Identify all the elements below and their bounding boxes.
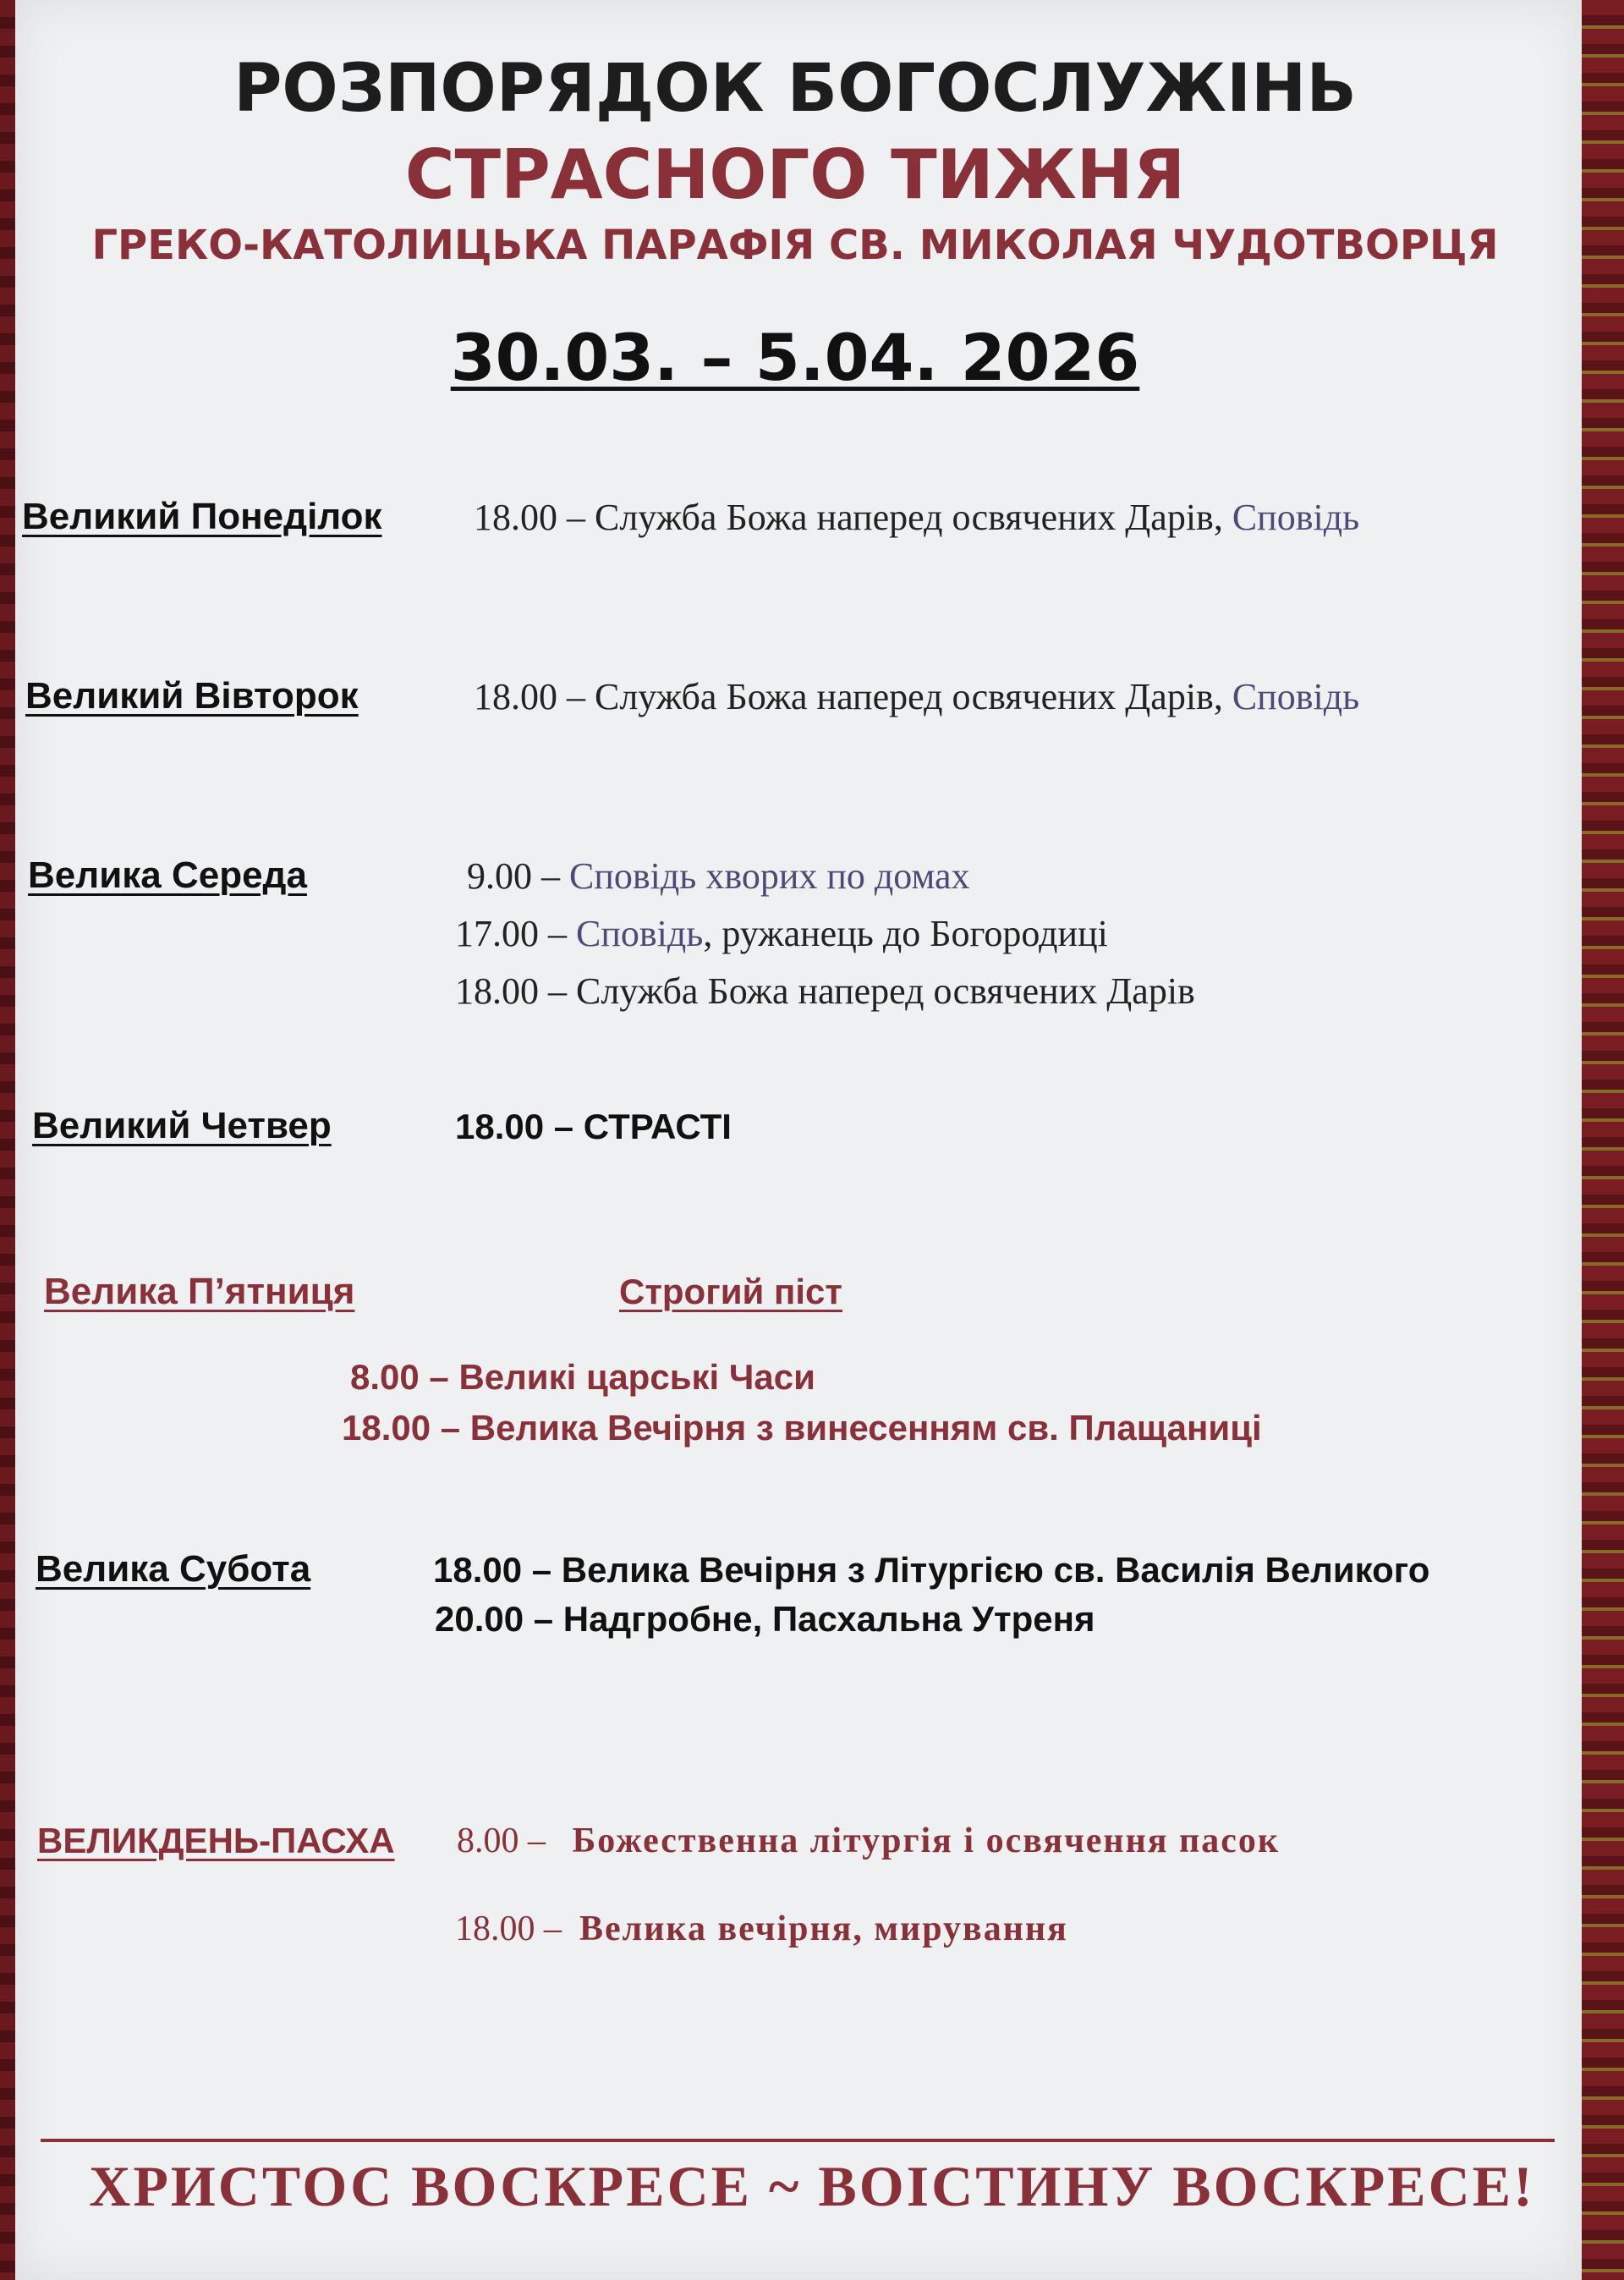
footer-divider <box>41 2139 1555 2142</box>
easter-greeting: ХРИСТОС ВОСКРЕСЕ ~ ВОІСТИНУ ВОСКРЕСЕ! <box>89 2154 1535 2218</box>
title-line1: РОЗПОРЯДОК БОГОСЛУЖІНЬ <box>233 51 1357 127</box>
wednesday-service-2 <box>455 912 1108 955</box>
friday-service-2: 18.00 – Велика Вечірня з винесенням св. Плащаниці <box>342 1408 1262 1448</box>
title-line2: СТРАСНОГО ТИЖНЯ <box>404 135 1186 214</box>
wednesday-svc1-time: 9.00 – <box>467 855 569 897</box>
wednesday-service-1 <box>467 854 970 898</box>
saturday-service-1: 18.00 – Велика Вечірня з Літургією св. Василія Великого <box>433 1550 1430 1590</box>
tuesday-confession: Сповідь <box>1232 676 1360 717</box>
easter-svc1-time: 8.00 – <box>457 1821 546 1860</box>
easter-svc1-text: Божественна літургія і освячення пасок <box>572 1821 1281 1860</box>
monday-service <box>474 496 1359 539</box>
day-monday: Великий Понеділок <box>22 496 382 537</box>
wednesday-svc2-text: , ружанець до Богородиці <box>703 913 1108 954</box>
wednesday-svc1-text: Сповідь хворих по домах <box>569 855 970 897</box>
easter-svc2-text: Велика вечірня, мирування <box>579 1909 1068 1948</box>
easter-service-1 <box>457 1821 1280 1861</box>
day-tuesday: Великий Вівторок <box>25 675 359 717</box>
monday-service-text: 18.00 – Служба Божа наперед освячених Дарів, <box>474 497 1232 538</box>
wednesday-service-3: 18.00 – Служба Божа наперед освячених Дарів <box>455 970 1195 1012</box>
day-saturday: Велика Субота <box>36 1548 311 1590</box>
monday-confession: Сповідь <box>1232 497 1360 538</box>
saturday-service-2: 20.00 – Надгробне, Пасхальна Утреня <box>435 1599 1095 1639</box>
day-thursday: Великий Четвер <box>32 1105 332 1146</box>
parish-name: ГРЕКО-КАТОЛИЦЬКА ПАРАФІЯ СВ. МИКОЛАЯ ЧУДОТВОРЦЯ <box>91 222 1499 269</box>
wednesday-svc2-time: 17.00 – <box>455 913 576 954</box>
tuesday-service-text: 18.00 – Служба Божа наперед освячених Дарів, <box>474 676 1232 717</box>
day-wednesday: Велика Середа <box>28 854 307 896</box>
wednesday-svc2-confession: Сповідь <box>576 913 704 954</box>
friday-service-1: 8.00 – Великі царські Часи <box>350 1357 815 1397</box>
thursday-service: 18.00 – СТРАСТІ <box>455 1107 732 1146</box>
tuesday-service <box>474 675 1359 718</box>
date-range: 30.03. – 5.04. 2026 <box>450 320 1140 395</box>
friday-fast: Строгий піст <box>619 1272 842 1311</box>
day-friday: Велика П’ятниця <box>44 1271 355 1312</box>
easter-service-2 <box>455 1909 1068 1949</box>
day-easter: ВЕЛИКДЕНЬ-ПАСХА <box>37 1821 395 1860</box>
easter-svc2-time: 18.00 – <box>455 1909 562 1948</box>
